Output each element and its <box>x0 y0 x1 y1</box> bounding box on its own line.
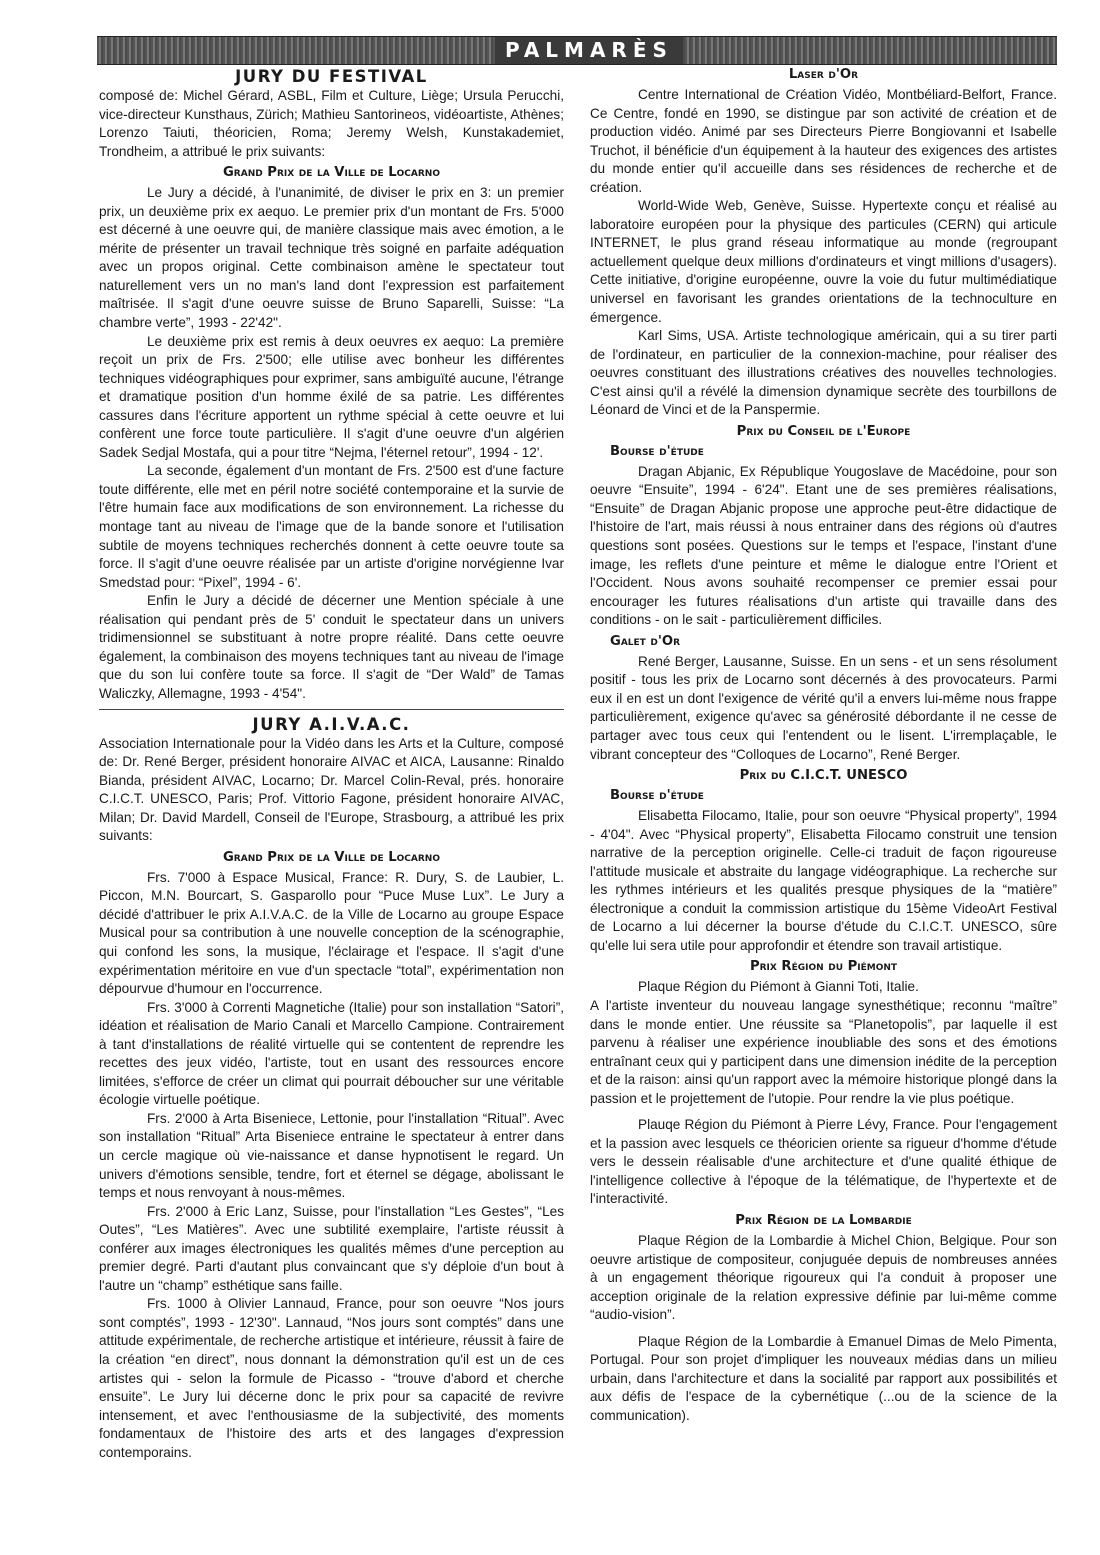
paragraph: Plaque Région de la Lombardie à Emanuel Dimas de Melo Pimenta, Portugal. Pour son projet d'impliquer les nouveaux médias dans un milieu urbain, dans l'architecture et dans la socialité par rapport aux possibilités et aux défis de l'espace de la cybernétique (...ou de la science de la communication). <box>590 1333 1057 1423</box>
prix-cict-title: Prix du C.I.C.T. UNESCO <box>739 768 908 784</box>
paragraph: Elisabetta Filocamo, Italie, pour son oeuvre “Physical property”, 1994 - 4'04". Avec “Physical property”, Elisabetta Filocamo construit une tension narrative de la perception originelle. Celle-ci traduit de façon rigoureuse l'attitude musicale et abstraite du langage vidéographique. La recherche sur les rythmes intérieurs et les qualités presque physiques de la “matière” électronique a conduit la commission artistique du 15ème VideoArt Festival de Locarno a lui décerner la bourse d'étude du C.I.C.T. UNESCO, sûre qu'elle lui sera utile pour approfondir et étendre son travail artistique. <box>590 808 1057 953</box>
grand-prix-title: Grand Prix de la Ville de Locarno <box>222 849 440 865</box>
prix-lombardie-title: Prix Région de la Lombardie <box>735 1212 912 1228</box>
laser-dor-title: Laser d'Or <box>788 67 859 82</box>
jury-aivac-intro: Association Internationale pour la Vidéo dans les Arts et la Culture, composé de: Dr. René Berger, président honoraire AIVAC et AICA, Lausanne: Rinaldo Bianda, président AIVAC, Locarno; Dr. Marcel Colin-Reval, prés. honoraire C.I.C.T. UNESCO, Paris; Prof. Vittorio Fagone, président honoraire AIVAC, Milan; Dr. David Mardell, Conseil de l'Europe, Strasbourg, a attribué les prix suivants: <box>99 735 564 844</box>
banner-title: PALMARÈS <box>495 37 683 64</box>
paragraph: René Berger, Lausanne, Suisse. En un sens - et un sens résolument positif - tous les prix de Locarno sont décernés à des provocateurs. Parmi eux il en est un dont l'exigence de vérité qu'il a envers lui-même nous frappe particulièrement, exigence qu'avec sa générosité débordante il ne cesse de partager avec tous ceux qui l'entendent ou le lisent. L'irremplaçable, le vibrant concepteur des “Colloques de Locarno”, René Berger. <box>590 653 1057 762</box>
prix-piemont-title: Prix Région du Piémont <box>749 959 898 975</box>
bourse-etude-title: Bourse d'étude <box>610 788 704 804</box>
paragraph: La seconde, également d'un montant de Frs. 2'500 est d'une facture toute différente, elle met en péril notre société contemporaine et la survie de l'être humain face aux modifications de son environnement. La richesse du montage tant au niveau de l'image que de la bande sonore et l'utilisation subtile de moyens techniques recherchés donnent à cette oeuvre toute sa force. Il s'agit d'une oeuvre réalisée par un artiste d'origine norvégienne Ivar Smedstad pour: “Pixel”, 1994 - 6'. <box>99 463 564 590</box>
paragraph: Frs. 1000 à Olivier Lannaud, France, pour son oeuvre “Nos jours sont comptés”, 1993 - 12'30". Lannaud, “Nos jours sont comptés” dans une attitude expérimentale, de recherche artistique et intérieure, réussit à faire de la création “en direct”, nous donnant la démonstration qu'il est un de ces artistes qui - selon la formule de Picasso - “trouve d'abord et cherche ensuite”. Le Jury lui décerne donc le prix pour sa capacité de revivre intensement, et avec l'enthousiasme de la subjectivité, des moments fondamentaux de l'histoire des arts et des langages d'expression contemporains. <box>99 1296 564 1460</box>
paragraph: Le deuxième prix est remis à deux oeuvres ex aequo: La première reçoit un prix de Frs. 2'500; elle utilise avec bonheur les différentes techniques vidéographiques pour exprimer, sans ambiguïté aucune, l'étrange et dramatique position d'un homme éxilé de sa patrie. Les différentes cassures dans l'écriture apportent un rythme spécial à cette oeuvre et lui confèrent une force toute particulière. Il s'agit d'une oeuvre d'un algérien Sadek Sedjal Mostafa, qui a pour titre “Nejma, l'éternel retour”, 1994 - 12'. <box>99 333 564 460</box>
paragraph: Plauqe Région du Piémont à Pierre Lévy, France. Pour l'engagement et la passion avec lesquels ce théoricien oriente sa rigueur d'homme d'étude vers le dessein réalisable d'une architecture et d'une qualité éthique de l'intelligence collective à l'époque de la télématique, de l'hypertexte et de l'interactivité. <box>590 1117 1057 1207</box>
jury-festival-intro: composé de: Michel Gérard, ASBL, Film et Culture, Liège; Ursula Perucchi, vice-directeur Kunsthaus, Zürich; Mathieu Santorineos, vidéoartiste, Athènes; Lorenzo Taiuti, théoricien, Roma; Jeremy Welsh, Kunstakademiet, Trondheim, a attribué le prix suivants: <box>99 88 564 159</box>
paragraph: Dragan Abjanic, Ex République Yougoslave de Macédoine, pour son oeuvre “Ensuite”, 1994 - 6'24". Etant une de ses premières réalisations, “Ensuite” de Dragan Abjanic propose une approche peut-être didactique de l'histoire de l'art, mais réussi à nous entrainer dans des régions où d'autres questions sont posées. Questions sur le temps et l'espace, l'instant d'une image, les reflets d'une peinture et même le dialogue entre l'Orient et l'Occident. Nous avons souhaité recompenser ce premier essai pour encourager les futures réalisations d'un artiste qui travaille dans des conditions - on le sait - particulièrement difficiles. <box>590 463 1057 628</box>
paragraph: Karl Sims, USA. Artiste technologique américain, qui a su tirer parti de l'ordinateur, en particulier de la connexion-machine, pour réaliser des oeuvres constituant des illustrations créatives des nouvelles technologies. C'est ainsi qu'il a révélé la dimension dynamique secrète des tourbillons de Léonard de Vinci et de la Panspermie. <box>590 328 1057 418</box>
paragraph: Frs. 3'000 à Correnti Magnetiche (Italie) pour son installation “Satori”, idéation et réalisation de Mario Canali et Marcello Campione. Contrairement à tant d'installations de réalité virtuelle qui se contentent de reprendre les recettes des jeux vidéo, l'artiste, tout en usant des ressources encore limitées, s'efforce de créer un climat qui pourrait déboucher sur une véritable écologie virtuelle poétique. <box>99 999 564 1108</box>
right-column <box>590 66 1057 1425</box>
paragraph: Frs. 2'000 à Eric Lanz, Suisse, pour l'installation “Les Gestes”, “Les Outes”, “Les Matières”. Avec une subtilité exemplaire, l'artiste réussit à conférer aux images électroniques les qualités mêmes d'une perception au premier degré. Parti d'autant plus convaincant que s'y déploie d'un bout à l'autre un “champ” esthétique sans faille. <box>99 1203 564 1293</box>
paragraph: Enfin le Jury a décidé de décerner une Mention spéciale à une réalisation qui pendant près de 5' conduit le spectateur dans un univers tridimensionnel se substituant à notre propre réalité. Dans cette oeuvre également, la combinaison des moyens techniques tant au niveau de l'image que du son lui confère toute sa force. Il s'agit de “Der Wald” de Tamas Waliczky, Allemagne, 1993 - 4'54". <box>99 593 564 701</box>
left-column <box>99 66 564 1462</box>
paragraph: Le Jury a décidé, à l'unanimité, de diviser le prix en 3: un premier prix, un deuxième prix ex aequo. Le premier prix d'un montant de Frs. 5'000 est décerné à une oeuvre qui, de manière classique mais avec émotion, a le mérite de présenter un travail technique très soigné en parfaite adéquation avec un propos original. Cette combinaison amène le spectateur tout naturellement vers un no man's land dont l'expression est parfaitement maîtrisée. Il s'agit d'une oeuvre suisse de Bruno Saparelli, Suisse: “La chambre verte”, 1993 - 22'42". <box>99 185 564 331</box>
jury-aivac-title: JURY A.I.V.A.C. <box>252 714 411 734</box>
divider <box>99 709 564 710</box>
bourse-etude-title: Bourse d'étude <box>610 443 704 459</box>
paragraph: Plaque Région de la Lombardie à Michel Chion, Belgique. Pour son oeuvre artistique de compositeur, conjuguée depuis de nombreuses années à un engagement théorique rigoureux qui l'a conduit à proposer une acception originale de la relation expressive définie par lui-même comme “audio-vision”. <box>590 1232 1057 1323</box>
paragraph: Centre International de Création Vidéo, Montbéliard-Belfort, France. Ce Centre, fondé en 1990, se distingue par son activité de création et de production vidéo. Animé par ses Directeurs Pierre Bongiovanni et Isabelle Truchot, il bénéficie d'un équipement à la hauteur des exigences des artistes du monde entier qu'il accueille dans ses résidences de recherche et de création. <box>590 87 1057 195</box>
grand-prix-title: Grand Prix de la Ville de Locarno <box>222 165 440 181</box>
jury-festival-title: JURY DU FESTIVAL <box>235 67 428 86</box>
prix-conseil-europe-title: Prix du Conseil de l'Europe <box>736 423 911 439</box>
paragraph: A l'artiste inventeur du nouveau langage synesthétique; reconnu “maître” dans le monde entier. Une réussite sa “Planetopolis”, par laquelle il est parvenu à réaliser une expérience inoubliable des sons et des émotions entraînant ceux qui y participent dans une dimension inédite de la perception et de la raison: ainsi qu'un rapport avec la mémoire historique plongé dans la passion et le projettement de l'utopie. Pour rendre la vie plus poétique. <box>590 997 1057 1106</box>
galet-dor-title: Galet d'Or <box>610 633 681 649</box>
section-banner <box>97 36 1057 65</box>
paragraph: Frs. 2'000 à Arta Biseniece, Lettonie, pour l'installation “Ritual”. Avec son installation “Ritual” Arta Biseniece entraine le spectateur à entrer dans un cercle magique où vie-naissance et danse hypnotisent le regard. Un univers d'émotions sensible, tendre, fort et éternel se dégage, abolissant le temps et nous renvoyant à nous-mêmes. <box>99 1110 564 1201</box>
paragraph: World-Wide Web, Genève, Suisse. Hypertexte conçu et réalisé au laboratoire européen pour la physique des particules (CERN) qui articule INTERNET, le plus grand réseau informatique au monde (regroupant actuellement quelque deux millions d'ordinateurs et vingt millions d'usagers). Cette initiative, d'origine européenne, ouvre la voie du futur multimédiatique universel en favorisant les grandes orientations de la technoculture en émergence. <box>590 198 1057 325</box>
paragraph: Frs. 7'000 à Espace Musical, France: R. Dury, S. de Laubier, L. Piccon, M.N. Bourcart, S. Gasparollo pour “Puce Muse Lux”. Le Jury a décidé d'attribuer le prix A.I.V.A.C. de la Ville de Locarno au groupe Espace Musical pour sa contribution à une nouvelle conception de la scénographie, qui confond les sons, la musique, l'éclairage et l'espace. Il s'agit d'une expérimentation méritoire en vue d'un spectacle “total”, expérimentation non dépourvue d'humour en l'occurrence. <box>99 869 564 997</box>
paragraph: Plaque Région du Piémont à Gianni Toti, Italie. <box>638 979 919 995</box>
